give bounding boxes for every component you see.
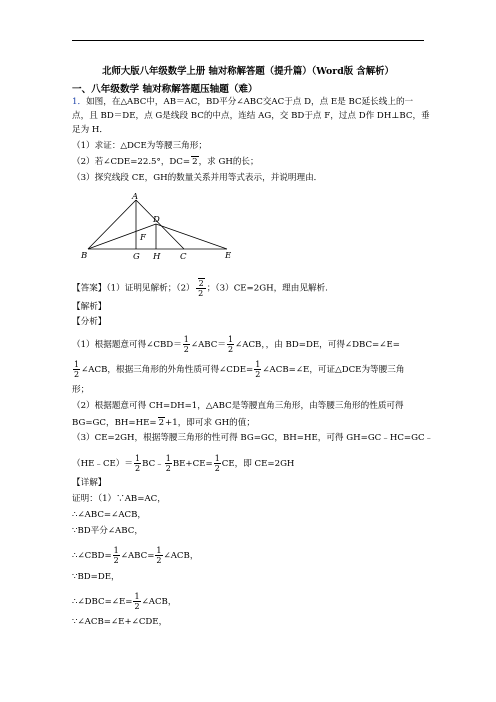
proof-line-5: ∴∠DBC=∠E= $\frac{1}{2}$ ∠ACB， <box>72 592 177 611</box>
answer-fraction: $\frac{2}{2}$ <box>196 278 206 298</box>
label-g: G <box>133 252 140 262</box>
analysis-line-5: BG=GC，BH=HE= 2+1，即可求 GH的值； <box>72 418 255 428</box>
jiexi-heading: 【解析】 <box>72 302 107 312</box>
analysis-line-6: （3）CE=2GH，根据等腰三角形的性可得 BG=GC，BH=HE，可得 GH=GC﹣HC=GC﹣ <box>72 433 434 443</box>
label-d: D <box>153 215 160 225</box>
doc-title: 北师大版八年级数学上册 轴对称解答题（提升篇）（Word版 含解析） <box>102 66 394 77</box>
proof-line-3: ∴∠CBD= $\frac{1}{2}$ ∠ABC= $\frac{1}{2}$ ∠ACB， <box>72 546 199 565</box>
fenxi-heading: 【分析】 <box>72 317 107 327</box>
question-line-2: 点，且 BD＝DE，点 G是线段 BC的中点，连结 AG，交 BD于点 F，过点 D作 DH⊥BC，垂 <box>72 111 430 121</box>
proof-line-0: 证明：（1）∵AB=AC， <box>72 494 166 504</box>
section-heading: 一、八年级数学 轴对称解答题压轴题（难） <box>72 84 258 95</box>
analysis-line-7: （HE﹣CE）＝ $\frac{1}{2}$ BC﹣ $\frac{1}{2}$ BE+CE= $\frac{1}{2}$ CE，即 CE=2GH <box>72 454 295 473</box>
analysis-line-3: 形； <box>72 385 90 395</box>
sqrt-value: 2 <box>192 157 198 167</box>
label-f: F <box>140 233 146 243</box>
geometry-figure <box>82 192 262 264</box>
part-3: （3）探究线段 CE，GH的数量关系并用等式表示，并说明理由． <box>72 173 323 183</box>
question-number: 1． <box>72 97 87 107</box>
label-h: H <box>153 252 161 262</box>
question-line-1: 1．如图，在△ABC中，AB＝AC，BD平分∠ABC交AC于点 D，点 E是 BC延长线上的一 <box>72 97 414 107</box>
label-c: C <box>180 252 187 262</box>
label-b: B <box>81 251 88 261</box>
segment-ab <box>88 200 136 249</box>
xiangjie-heading: 【详解】 <box>72 478 107 488</box>
proof-line-6: ∵∠ACB=∠E+∠CDE， <box>72 617 168 627</box>
header-rule <box>72 40 424 41</box>
question-line-3: 足为 H． <box>72 125 109 135</box>
part-2: （2）若∠CDE=22.5°，DC= 2，求 GH的长； <box>72 157 259 167</box>
analysis-line-4: （2）根据题意可得 CH=DH=1，△ABC是等腰直角三角形，由等腰三角形的性质可得 <box>72 401 404 411</box>
part-1: （1）求证：△DCE为等腰三角形； <box>72 141 207 151</box>
answer-line: 【答案】（1）证明见解析；（2） $\frac{2}{2}$ ；（3）CE=2GH，理由见解析. <box>72 279 328 298</box>
segment-de <box>156 224 227 249</box>
label-a: A <box>132 192 139 202</box>
proof-line-4: ∵BD=DE， <box>72 572 120 582</box>
analysis-line-2: $\frac{1}{2}$ ∠ACB，根据三角形的外角性质可得∠CDE= $\frac{1}{2}$ ∠ACB=∠E，可证△DCE为等腰三角 <box>74 360 405 379</box>
label-e: E <box>225 251 232 261</box>
analysis-line-1: （1）根据题意可得∠CBD＝ $\frac{1}{2}$ ∠ABC＝ $\frac{1}{2}$ ∠ACB，，由 BD=DE，可得∠DBC=∠E= <box>72 335 400 354</box>
proof-line-2: ∵BD平分∠ABC， <box>72 526 143 536</box>
proof-line-1: ∴∠ABC=∠ACB， <box>72 510 147 520</box>
